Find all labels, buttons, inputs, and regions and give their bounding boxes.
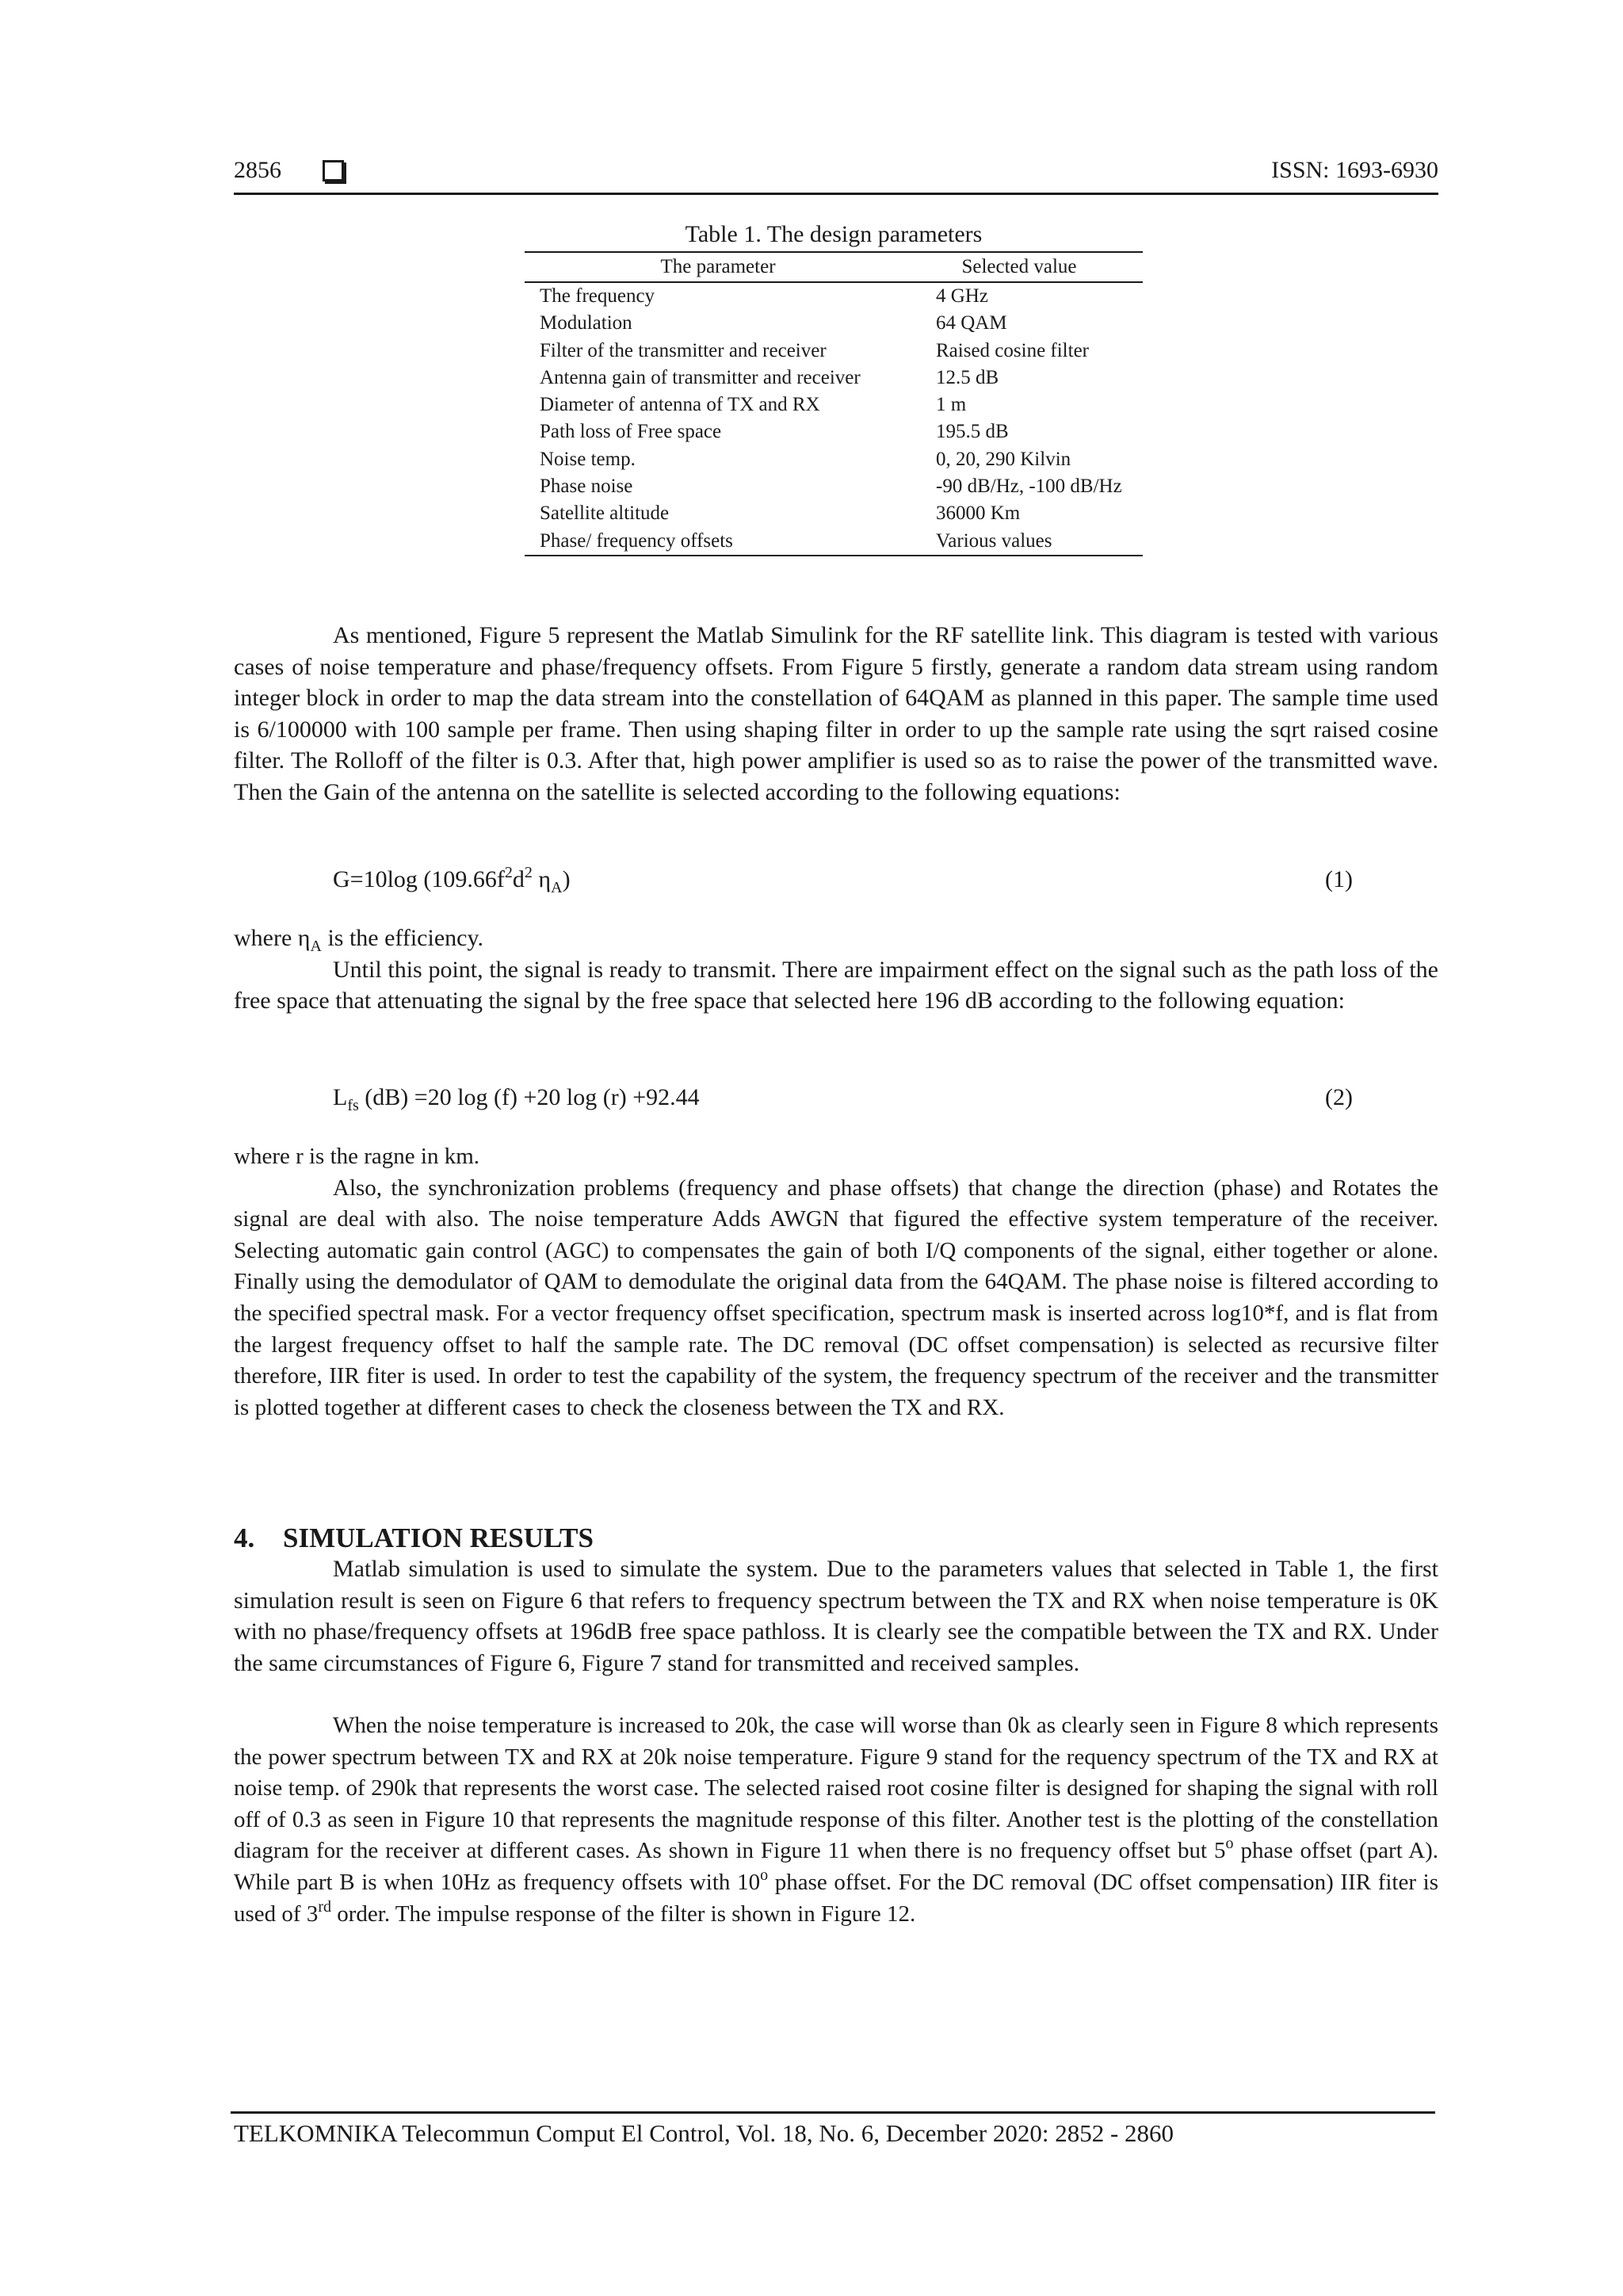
footer-rule (231, 2111, 1435, 2114)
table-cell: Modulation (540, 312, 632, 334)
table-cell: Various values (936, 529, 1052, 552)
table-cell: 0, 20, 290 Kilvin (936, 448, 1071, 470)
design-parameters-table (525, 251, 1143, 556)
square-bullet-icon (323, 160, 344, 181)
table-row (525, 446, 1143, 473)
table-cell: Noise temp. (540, 448, 636, 470)
issn: ISSN: 1693-6930 (1271, 157, 1438, 183)
paragraph-text: Also, the synchronization problems (frequency and phase offsets) that change the direction (phase) and Rotates the signal are deal with also. The noise temperature Adds AWGN that figured the effective system temperature of the receiver. Selecting automatic gain control (AGC) to compensates the gain of both I/Q components of the signal, either together or alone. Finally using the demodulator of QAM to demodulate the original data from the 64QAM. The phase noise is filtered according to the specified spectral mask. For a vector frequency offset specification, spectrum mask is inserted across log10*f, and is flat from the largest frequency offset to half the sample rate. The DC removal (DC offset compensation) is selected as recursive filter therefore, IIR fiter is used. In order to test the capability of the system, the frequency spectrum of the receiver and the transmitter is plotted together at different cases to check the closeness between the TX and RX. (234, 1175, 1438, 1420)
table-cell: Filter of the transmitter and receiver (540, 339, 827, 361)
equation-number: (1) (1325, 866, 1353, 892)
page-header (234, 157, 1438, 189)
table-cell: Raised cosine filter (936, 339, 1089, 361)
table-row (525, 500, 1143, 527)
equation-2: $L_{fs}$ (dB) =20 log (f) +20 log (r) +92.44 (2) (333, 1082, 1438, 1114)
table-cell: Diameter of antenna of TX and RX (540, 394, 820, 416)
table-row (525, 338, 1143, 365)
column-header: The parameter (660, 256, 776, 277)
table-cell: 12.5 dB (936, 366, 999, 388)
paragraph: Matlab simulation is used to simulate the system. Due to the parameters values that selected in Table 1, the first simulation result is seen on Figure 6 that refers to frequency spectrum between the TX and RX when noise temperature is 0K with no phase/frequency offsets at 196dB free space pathloss. It is clearly see the compatible between the TX and RX. Under the same circumstances of Figure 6, Figure 7 stand for transmitted and received samples. (234, 1556, 1438, 1676)
paragraph: As mentioned, Figure 5 represent the Matlab Simulink for the RF satellite link. This diagram is tested with various cases of noise temperature and phase/frequency offsets. From Figure 5 firstly, generate a random data stream using random integer block in order to map the data stream into the constellation of 64QAM as planned in this paper. The sample time used is 6/100000 with 100 sample per frame. Then using shaping filter in order to up the sample rate using the sqrt raised cosine filter. The Rolloff of the filter is 0.3. After that, high power amplifier is used so as to raise the power of the transmitted wave. Then the Gain of the antenna on the satellite is selected according to the following equations: (234, 622, 1438, 805)
table-row (525, 365, 1143, 392)
table-cell: -90 dB/Hz, -100 dB/Hz (936, 476, 1122, 498)
equation-number: (2) (1325, 1084, 1353, 1110)
table-cell: Satellite altitude (540, 502, 670, 525)
paragraph-text: Until this point, the signal is ready to transmit. There are impairment effect on the signal such as the path loss of the free space that attenuating the signal by the free space that selected here 196 dB according to the following equation: (234, 956, 1438, 1014)
table-cell: 195.5 dB (936, 421, 1009, 443)
paragraph: where r is the ragne in km. Also, the synchronization problems (frequency and phase offsets) that change the direction (phase) and Rotates the signal are deal with also. The noise temperature Adds AWGN that figured the effective system temperature of the receiver. Selecting automatic gain control (AGC) to compensates the gain of both I/Q components of the signal, either together or alone. Finally using the demodulator of QAM to demodulate the original data from the 64QAM. The phase noise is filtered according to the specified spectral mask. For a vector frequency offset specification, spectrum mask is inserted across log10*f, and is flat from the largest frequency offset to half the sample rate. The DC removal (DC offset compensation) is selected as recursive filter therefore, IIR fiter is used. In order to test the capability of the system, the frequency spectrum of the receiver and the transmitter is plotted together at different cases to check the closeness between the TX and RX. (234, 1144, 1438, 1420)
header-rule (234, 193, 1438, 195)
table-row (525, 473, 1143, 500)
page-number: 2856 (234, 157, 281, 183)
paragraph: When the noise temperature is increased to 20k, the case will worse than 0k as clearly seen in Figure 8 which represents the power spectrum between TX and RX at 20k noise temperature. Figure 9 stand for the requency spectrum of the TX and RX at noise temp. of 290k that represents the worst case. The selected raised root cosine filter is designed for shaping the signal with roll off of 0.3 as seen in Figure 10 that represents the magnitude response of this filter. Another test is the plotting of the constellation diagram for the receiver at different cases. As shown in Figure 11 when there is no frequency offset but 5$^o$ phase offset (part A). While part B is when 10Hz as frequency offsets with 10$^o$ phase offset. For the DC removal (DC offset compensation) IIR fiter is used of 3rd order. The impulse response of the filter is shown in Figure 12. (234, 1713, 1438, 1927)
table-row (525, 392, 1143, 418)
equation-1: G=10log ($109.66f^2d^2$ $\eta_A$) (1) (333, 864, 1353, 896)
page-footer: TELKOMNIKA Telecommun Comput El Control, Vol. 18, No. 6, December 2020: 2852 - 2860 (234, 2119, 1174, 2147)
table-cell: Phase/ frequency offsets (540, 529, 733, 552)
table-cell: 36000 Km (936, 502, 1021, 525)
table-cell: 4 GHz (936, 285, 988, 307)
table-row (525, 418, 1143, 445)
table-row (525, 283, 1143, 310)
section-heading: 4. SIMULATION RESULTS (234, 1522, 594, 1553)
paragraph: where $\eta_A$ is the efficiency. Until this point, the signal is ready to transmit. There are impairment effect on the signal such as the path loss of the free space that attenuating the signal by the free space that selected here 196 dB according to the following equation: (234, 925, 1438, 1014)
table-caption: Table 1. The design parameters (685, 221, 983, 247)
table-cell: Antenna gain of transmitter and receiver (540, 366, 861, 388)
table-cell: Phase noise (540, 476, 633, 498)
table-header (525, 253, 1143, 283)
column-header: Selected value (961, 256, 1077, 277)
table-row (525, 310, 1143, 337)
table-row (525, 528, 1143, 555)
table-cell: 1 m (936, 394, 967, 416)
table-cell: The frequency (540, 285, 655, 307)
table-cell: 64 QAM (936, 312, 1007, 334)
table-cell: Path loss of Free space (540, 421, 722, 443)
